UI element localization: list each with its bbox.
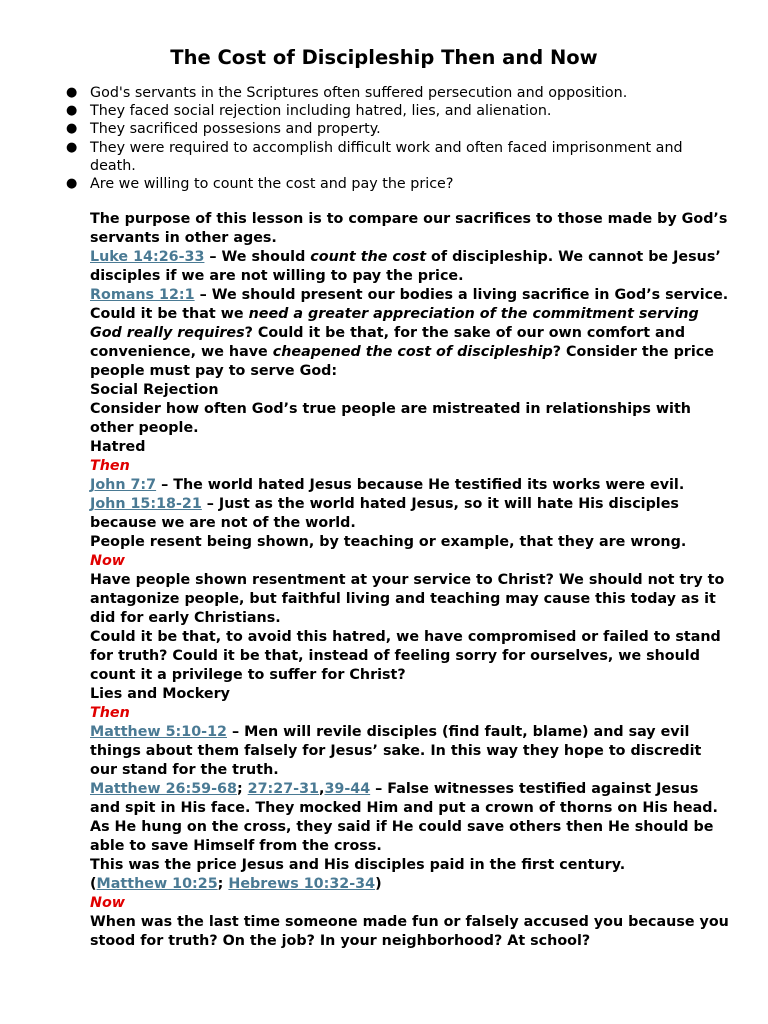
list-item bbox=[64, 84, 724, 102]
john-15-paragraph: John 15:18-21 – Just as the world hated Jesus, so it will hate His disciples because we are not of the world. bbox=[90, 496, 679, 531]
now-hatred-text: Have people shown resentment at your service to Christ? We should not try to antagonize people, but faithful living and teaching may cause this today as it did for early Christians. bbox=[90, 572, 725, 626]
resent-text: People resent being shown, by teaching or example, that they are wrong. bbox=[90, 534, 687, 550]
bullet-text: Are we willing to count the cost and pay the price? bbox=[90, 176, 454, 193]
bullet-text: They sacrificed possesions and property. bbox=[90, 121, 381, 138]
scripture-link-matthew-27b[interactable]: 39-44 bbox=[324, 781, 371, 797]
purpose-paragraph: The purpose of this lesson is to compare our sacrifices to those made by God’s servants in other ages. bbox=[90, 211, 728, 246]
romans-paragraph: Romans 12:1 – We should present our bodies a living sacrifice in God’s service. Could it be that we need a greater appreciation of the commitment serving God really requires? Could it be that, for the sake of our own comfort and convenience, we have cheapened the cost of discipleship? Consider the price people must pay to serve God: bbox=[90, 287, 729, 379]
list-item bbox=[64, 175, 724, 193]
bullet-text: They faced social rejection including hatred, lies, and alienation. bbox=[90, 103, 552, 120]
list-item bbox=[64, 120, 724, 138]
bullet-text: They were required to accomplish difficult work and often faced imprisonment and death. bbox=[90, 139, 683, 174]
bullet-text: God's servants in the Scriptures often suffered persecution and opposition. bbox=[90, 85, 628, 101]
price-text: This was the price Jesus and His disciples paid in the first century. bbox=[90, 857, 626, 873]
lies-heading: Lies and Mockery bbox=[90, 686, 230, 702]
now-hatred-text-2: Could it be that, to avoid this hatred, we have compromised or failed to stand for truth? Could it be that, instead of feeling sorry for ourselves, we should count it a privilege to suffer for Christ? bbox=[90, 629, 721, 683]
john-7-paragraph: John 7:7 – The world hated Jesus because He testified its works were evil. bbox=[90, 477, 685, 493]
intro-bullet-list bbox=[64, 84, 724, 193]
social-rejection-text: Consider how often God’s true people are mistreated in relationships with other people. bbox=[90, 401, 691, 436]
matthew-26-paragraph: Matthew 26:59-68; 27:27-31,39-44 – False witnesses testified against Jesus and spit in His face. They mocked Him and put a crown of thorns on His head. As He hung on the cross, they said if He could save others then He should be able to save Himself from the cross. bbox=[90, 781, 718, 854]
matthew-5-paragraph: Matthew 5:10-12 – Men will revile disciples (find fault, blame) and say evil things about them falsely for Jesus’ sake. In this way they hope to discredit our stand for the truth. bbox=[90, 724, 702, 778]
scripture-link-luke[interactable]: Luke 14:26-33 bbox=[90, 249, 205, 265]
list-item bbox=[64, 102, 724, 120]
social-rejection-heading: Social Rejection bbox=[90, 382, 219, 398]
bullet-icon: ● bbox=[66, 121, 78, 137]
then-label: Then bbox=[90, 458, 130, 474]
hatred-heading: Hatred bbox=[90, 439, 146, 455]
now-lies-text: When was the last time someone made fun or falsely accused you because you stood for truth? On the job? In your neighborhood? At school? bbox=[90, 914, 729, 949]
scripture-link-matthew-10[interactable]: Matthew 10:25 bbox=[96, 876, 218, 892]
now-label: Now bbox=[90, 553, 125, 569]
scripture-link-matthew-5[interactable]: Matthew 5:10-12 bbox=[90, 724, 227, 740]
lesson-body bbox=[90, 210, 730, 951]
scripture-link-hebrews-10[interactable]: Hebrews 10:32-34 bbox=[228, 876, 376, 892]
scripture-link-matthew-27[interactable]: 27:27-31 bbox=[247, 781, 319, 797]
page-title: The Cost of Discipleship Then and Now bbox=[170, 46, 598, 69]
bullet-icon: ● bbox=[66, 85, 78, 100]
bullet-icon: ● bbox=[66, 139, 78, 155]
scripture-link-john-15[interactable]: John 15:18-21 bbox=[90, 496, 202, 512]
list-item bbox=[64, 139, 724, 175]
scripture-link-john-7[interactable]: John 7:7 bbox=[90, 477, 157, 493]
luke-paragraph: Luke 14:26-33 – We should count the cost of discipleship. We cannot be Jesus’ disciples if we are not willing to pay the price. bbox=[90, 249, 721, 284]
reference-line: (Matthew 10:25; Hebrews 10:32-34) bbox=[90, 876, 382, 892]
scripture-link-matthew-26[interactable]: Matthew 26:59-68 bbox=[90, 781, 237, 797]
now-label: Now bbox=[90, 895, 125, 911]
then-label: Then bbox=[90, 705, 130, 721]
bullet-icon: ● bbox=[66, 176, 78, 192]
bullet-icon: ● bbox=[66, 103, 78, 119]
scripture-link-romans[interactable]: Romans 12:1 bbox=[90, 287, 195, 303]
